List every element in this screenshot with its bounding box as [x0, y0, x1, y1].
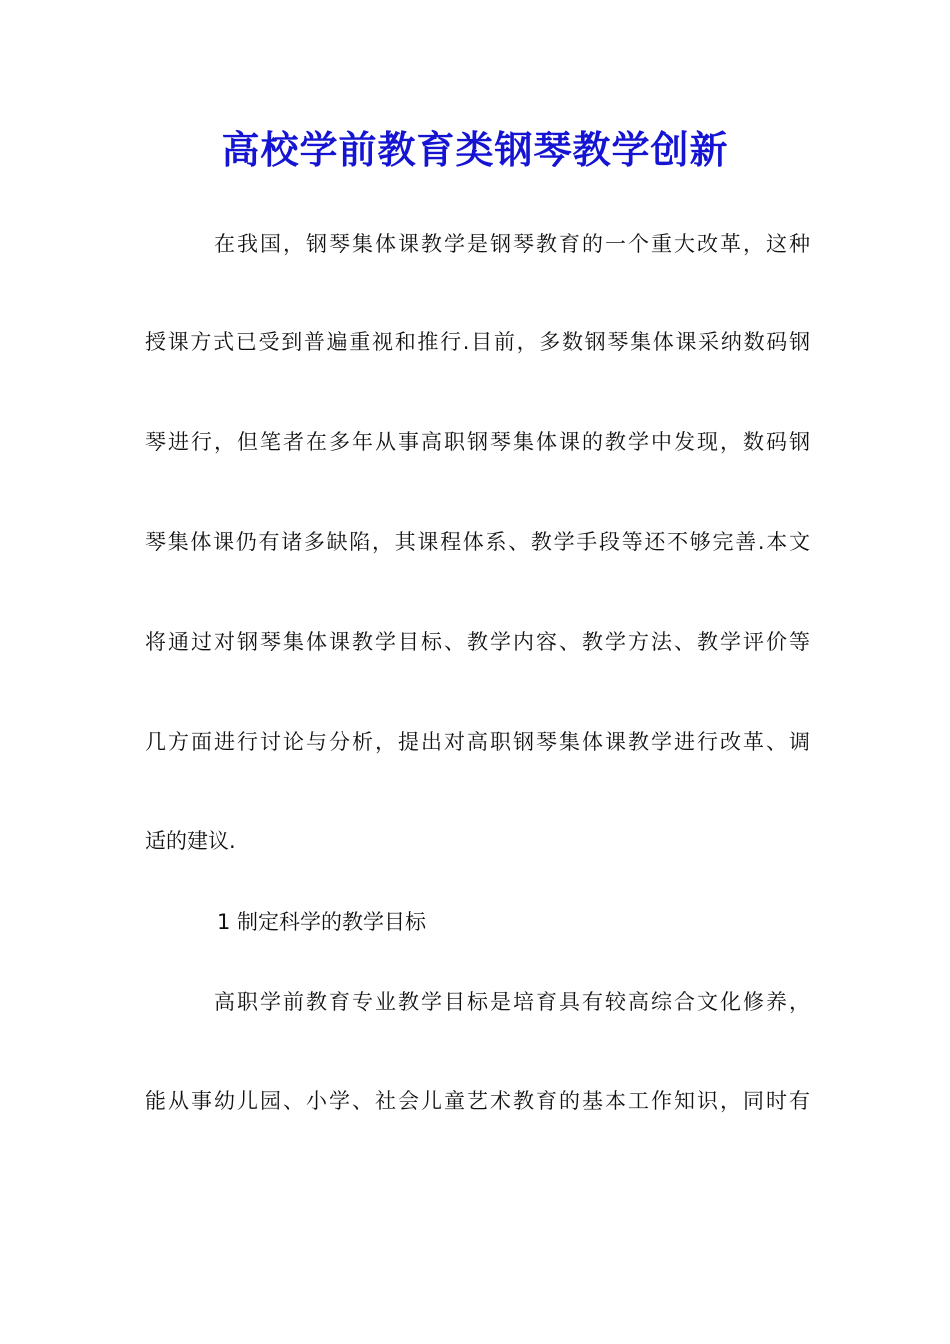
paragraph-line: 能从事幼儿园、小学、社会儿童艺术教育的基本工作知识，同时有	[145, 1089, 810, 1113]
section-heading: 1 制定科学的教学目标	[217, 910, 427, 934]
paragraph-line: 高职学前教育专业教学目标是培育具有较高综合文化修养，	[214, 990, 810, 1014]
document-title: 高校学前教育类钢琴教学创新	[221, 127, 729, 172]
paragraph-line: 琴进行，但笔者在多年从事高职钢琴集体课的教学中发现，数码钢	[145, 430, 810, 454]
paragraph-line: 授课方式已受到普遍重视和推行.目前，多数钢琴集体课采纳数码钢	[145, 330, 810, 354]
paragraph-line: 在我国，钢琴集体课教学是钢琴教育的一个重大改革，这种	[214, 232, 810, 256]
paragraph-line: 将通过对钢琴集体课教学目标、教学内容、教学方法、教学评价等	[145, 630, 810, 654]
paragraph-line: 琴集体课仍有诸多缺陷，其课程体系、教学手段等还不够完善.本文	[145, 530, 810, 554]
paragraph-line: 适的建议.	[145, 829, 236, 853]
paragraph-line: 几方面进行讨论与分析，提出对高职钢琴集体课教学进行改革、调	[145, 730, 810, 754]
